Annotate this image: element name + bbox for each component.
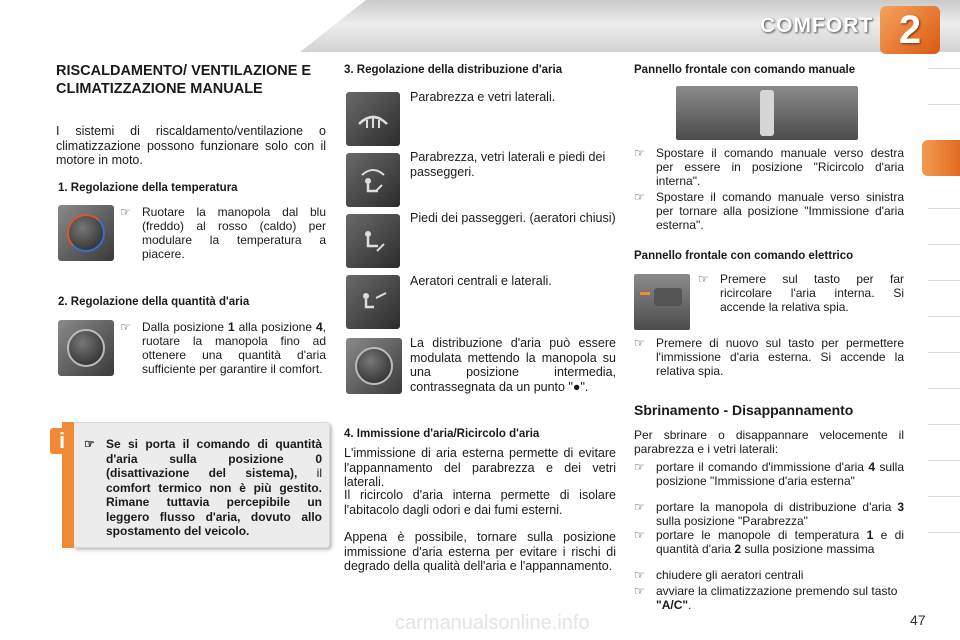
info-icon: i — [50, 428, 74, 454]
intro-paragraph: I sistemi di riscaldamento/ventilazione o climatizzazione possono funzionare solo con il motore in moto. — [56, 124, 326, 167]
recirculation-button-image — [634, 274, 690, 330]
temperature-instruction: ☞ Ruotare la manopola dal blu (freddo) al rosso (caldo) per modulare la temperatura a piacere. — [120, 205, 326, 261]
manual-slider-image — [676, 86, 858, 140]
info-text: ☞ Se si porta il comando di quantità d'aria sulla posizione 0 (disattivazione del sistema), il comfort termico non è più gestito. Rimane tuttavia percepibile un leggero flusso d'aria, dovuto allo spostamento del veicolo. — [84, 437, 322, 538]
chapter-tab[interactable] — [928, 388, 960, 424]
air-quantity-heading: 2. Regolazione della quantità d'aria — [58, 296, 250, 308]
pointer-icon: ☞ — [634, 146, 645, 160]
defrost-step-2: ☞ portare la manopola di distribuzione d'aria 3 sulla posizione "Parabrezza" — [634, 500, 904, 528]
distribution-option-4: Aeratori centrali e laterali. — [410, 274, 552, 288]
air-intake-heading: 4. Immissione d'aria/Ricircolo d'aria — [344, 428, 540, 440]
distribution-knob-image — [346, 338, 402, 394]
temperature-knob-image — [58, 205, 114, 261]
pointer-icon: ☞ — [634, 500, 645, 514]
chapter-tab[interactable] — [928, 280, 960, 316]
electric-instruction-1: ☞ Premere sul tasto per far ricircolare l'aria interna. Si accende la relativa spia. — [698, 272, 904, 314]
chapter-tab[interactable] — [928, 316, 960, 352]
section-title: COMFORT — [760, 14, 874, 37]
manual-instruction-2: ☞ Spostare il comando manuale verso sinistra per tornare alla posizione "Immissione d'aria esterna". — [634, 190, 904, 232]
defrost-step-4: ☞ chiudere gli aeratori centrali — [634, 568, 804, 582]
page-number: 47 — [910, 612, 926, 628]
air-intake-paragraph-2: Il ricircolo d'aria interna permette di isolare l'abitacolo dagli odori e dai fumi esterni. — [344, 488, 616, 517]
chapter-tab-active[interactable] — [922, 140, 960, 176]
distribution-option-1: Parabrezza e vetri laterali. — [410, 90, 556, 104]
watermark: carmanualsonline.info — [395, 612, 590, 634]
defrost-step-5: ☞ avviare la climatizzazione premendo sul tasto "A/C". — [634, 584, 898, 612]
air-intake-paragraph-1: L'immissione di aria esterna permette di evitare l'appannamento del parabrezza e dei vetri laterali. — [344, 446, 616, 489]
temperature-heading: 1. Regolazione della temperatura — [58, 182, 238, 194]
defrost-step-1: ☞ portare il comando d'immissione d'aria 4 sulla posizione "Immissione d'aria esterna" — [634, 460, 905, 488]
chapter-tab[interactable] — [928, 104, 960, 140]
chapter-tab[interactable] — [928, 68, 960, 104]
chapter-badge: 2 — [880, 6, 940, 54]
pointer-icon: ☞ — [634, 460, 645, 474]
pointer-icon: ☞ — [634, 190, 645, 204]
defrost-intro: Per sbrinare o disappannare velocemente il parabrezza e i vetri laterali: — [634, 428, 904, 456]
distribution-option-3: Piedi dei passeggeri. (aeratori chiusi) — [410, 211, 616, 225]
chapter-tab[interactable] — [928, 424, 960, 460]
pointer-icon: ☞ — [634, 584, 645, 598]
chapter-tab[interactable] — [928, 532, 960, 568]
chapter-tab[interactable] — [928, 460, 960, 496]
pointer-icon: ☞ — [634, 528, 645, 542]
electric-instruction-2: ☞ Premere di nuovo sul tasto per permettere l'immissione d'aria esterna. Si accende la relativa spia. — [634, 336, 904, 378]
distribution-note: La distribuzione d'aria può essere modulata mettendo la manopola su una posizione intermedia, contrassegnata da un punto "●". — [410, 336, 616, 394]
air-quantity-instruction: ☞ Dalla posizione 1 alla posizione 4, ruotare la manopola fino ad ottenere una quantità d'aria sufficiente per garantire il comfort. — [120, 320, 326, 376]
windscreen-feet-icon — [346, 153, 400, 207]
pointer-icon: ☞ — [120, 320, 131, 334]
pointer-icon: ☞ — [634, 568, 645, 582]
manual-instruction-1: ☞ Spostare il comando manuale verso destra per essere in posizione "Ricircolo d'aria interna". — [634, 146, 904, 188]
chapter-tab[interactable] — [928, 496, 960, 532]
chapter-tab[interactable] — [928, 244, 960, 280]
windscreen-defrost-icon — [346, 92, 400, 146]
chapter-tab[interactable] — [928, 352, 960, 388]
manual-panel-heading: Pannello frontale con comando manuale — [634, 64, 856, 76]
distribution-heading: 3. Regolazione della distribuzione d'aria — [344, 64, 563, 76]
face-vent-icon — [346, 275, 400, 329]
chapter-tabs — [928, 68, 960, 588]
chapter-tab[interactable] — [928, 208, 960, 244]
defrost-heading: Sbrinamento - Disappannamento — [634, 402, 854, 418]
distribution-option-2: Parabrezza, vetri laterali e piedi dei passeggeri. — [410, 150, 606, 179]
pointer-icon: ☞ — [634, 336, 645, 350]
page-title: RISCALDAMENTO/ VENTILAZIONE E CLIMATIZZAZIONE MANUALE — [56, 63, 312, 97]
defrost-step-3: ☞ portare le manopole di temperatura 1 e di quantità d'aria 2 sulla posizione massima — [634, 528, 904, 556]
pointer-icon: ☞ — [84, 437, 95, 451]
air-quantity-knob-image — [58, 320, 114, 376]
electric-panel-heading: Pannello frontale con comando elettrico — [634, 250, 854, 262]
pointer-icon: ☞ — [698, 272, 709, 286]
feet-vent-icon — [346, 214, 400, 268]
air-intake-paragraph-3: Appena è possibile, tornare sulla posizione immissione d'aria esterna per evitare i rischi di degrado della qualità dell'aria e l'appannamento. — [344, 530, 616, 573]
pointer-icon: ☞ — [120, 205, 131, 219]
